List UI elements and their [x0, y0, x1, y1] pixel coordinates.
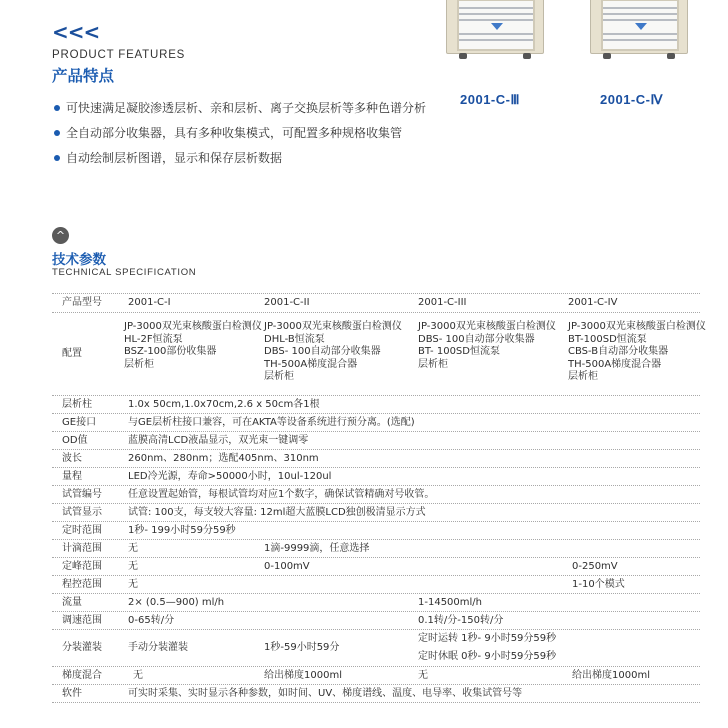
- row-divider: [52, 629, 700, 630]
- spec-cell: 蓝膜高清LCD液晶显示，双光束一键调零: [128, 435, 309, 446]
- spec-cell: 定时运转 1秒- 9小时59分59秒: [418, 633, 557, 644]
- spec-cell: 无: [128, 561, 138, 572]
- row-divider: [52, 557, 700, 558]
- feature-list: [52, 101, 426, 176]
- spec-cell: 无: [418, 670, 428, 681]
- row-divider: [52, 467, 700, 468]
- spec-cell: 与GE层析柱接口兼容，可在AKTA等设备系统进行预分离。(选配): [128, 417, 415, 428]
- config-cell: JP-3000双光束核酸蛋白检测仪 BT-100SD恒流泵 CBS-B自动部分收集器 TH-500A梯度混合器 层析柜: [568, 321, 706, 382]
- feature-text: 全自动部分收集器，具有多种收集模式，可配置多种规格收集管: [66, 126, 403, 140]
- row-label: 产品型号: [62, 297, 102, 308]
- feature-item: [52, 126, 426, 151]
- row-label: 层析柱: [62, 399, 92, 410]
- spec-cell: 任意设置起始管，每根试管均对应1个数字，确保试管精确对号收管。: [128, 489, 435, 500]
- bullet-icon: [54, 105, 60, 111]
- spec-cell: 0.1转/分-150转/分: [418, 615, 504, 626]
- spec-cell: 1秒- 199小时59分59秒: [128, 525, 236, 536]
- row-label: GE接口: [62, 417, 97, 428]
- row-label: 配置: [62, 348, 82, 359]
- row-label: 定峰范围: [62, 561, 102, 572]
- row-label: 流量: [62, 597, 82, 608]
- model-cell: 2001-C-I: [128, 297, 171, 308]
- row-divider: [52, 611, 700, 612]
- row-label: 分装灌装: [62, 642, 102, 653]
- spec-cell: 可实时采集、实时显示各种参数，如时间、UV、梯度谱线、温度、电导率、收集试管号等: [128, 688, 523, 699]
- feature-text: 可快速满足凝胶渗透层析、亲和层析、离子交换层析等多种色谱分析: [66, 101, 427, 115]
- section-title-en: PRODUCT FEATURES: [52, 49, 186, 61]
- spec-cell: 试管: 100支，每支较大容量: 12ml超大蓝膜LCD独创极清显示方式: [128, 507, 426, 518]
- row-label: OD值: [62, 435, 88, 446]
- row-label: 定时范围: [62, 525, 102, 536]
- row-label: 试管编号: [62, 489, 102, 500]
- row-label: 软件: [62, 688, 82, 699]
- tech-title-cn: 技术参数: [52, 252, 106, 268]
- section-title-cn: 产品特点: [52, 67, 115, 85]
- tech-title-en: TECHNICAL SPECIFICATION: [52, 267, 197, 278]
- spec-cell: 260nm、280nm；选配405nm、310nm: [128, 453, 319, 464]
- row-divider: [52, 666, 700, 667]
- spec-cell: 无: [133, 670, 143, 681]
- spec-cell: 定时休眠 0秒- 9小时59分59秒: [418, 651, 557, 662]
- spec-cell: 给出梯度1000ml: [572, 670, 650, 681]
- fraction-collector-cabinet-icon: [446, 0, 544, 54]
- spec-cell: 1秒-59小时59分: [264, 642, 340, 653]
- spec-cell: LED冷光源，寿命>50000小时，10ul-120ul: [128, 471, 332, 482]
- row-divider: [52, 413, 700, 414]
- config-cell: JP-3000双光束核酸蛋白检测仪 HL-2F恒流泵 BSZ-100部份收集器 层析柜: [124, 321, 262, 370]
- chevron-decoration-icon: <<<: [52, 20, 100, 44]
- row-label: 计滴范围: [62, 543, 102, 554]
- spec-cell: 0-100mV: [264, 561, 310, 572]
- model-cell: 2001-C-II: [264, 297, 310, 308]
- spec-cell: 无: [128, 579, 138, 590]
- spec-cell: 1-10个模式: [572, 579, 625, 590]
- row-label: 调速范围: [62, 615, 102, 626]
- row-divider: [52, 449, 700, 450]
- row-divider: [52, 312, 700, 313]
- model-cell: 2001-C-IV: [568, 297, 618, 308]
- spec-cell: 手动分装灌装: [128, 642, 188, 653]
- row-label: 试管显示: [62, 507, 102, 518]
- product-model-label: 2001-C-Ⅳ: [600, 92, 663, 107]
- model-cell: 2001-C-III: [418, 297, 467, 308]
- bullet-icon: [54, 130, 60, 136]
- row-divider: [52, 684, 700, 685]
- spec-cell: 1-14500ml/h: [418, 597, 483, 608]
- row-divider: [52, 395, 700, 396]
- row-divider: [52, 575, 700, 576]
- row-label: 梯度混合: [62, 670, 102, 681]
- row-label: 波长: [62, 453, 82, 464]
- fraction-collector-cabinet-icon: [590, 0, 688, 54]
- feature-text: 自动绘制层析图谱，显示和保存层析数据: [66, 151, 283, 165]
- spec-cell: 0-65转/分: [128, 615, 175, 626]
- feature-item: [52, 151, 426, 176]
- row-divider: [52, 503, 700, 504]
- spec-cell: 0-250mV: [572, 561, 618, 572]
- row-divider: [52, 521, 700, 522]
- row-divider: [52, 293, 700, 294]
- row-label: 程控范围: [62, 579, 102, 590]
- row-divider: [52, 593, 700, 594]
- spec-cell: 无: [128, 543, 138, 554]
- spec-cell: 1.0x 50cm,1.0x70cm,2.6 x 50cm各1根: [128, 399, 320, 410]
- config-cell: JP-3000双光束核酸蛋白检测仪 DBS- 100自动部分收集器 BT- 100SD恒流泵 层析柜: [418, 321, 556, 370]
- config-cell: JP-3000双光束核酸蛋白检测仪 DHL-B恒流泵 DBS- 100自动部分收集器 TH-500A梯度混合器 层析柜: [264, 321, 402, 382]
- row-divider: [52, 539, 700, 540]
- bullet-icon: [54, 155, 60, 161]
- row-label: 量程: [62, 471, 82, 482]
- row-divider: [52, 431, 700, 432]
- spec-cell: 给出梯度1000ml: [264, 670, 342, 681]
- feature-item: [52, 101, 426, 126]
- chevron-up-icon: ^: [52, 227, 69, 244]
- row-divider: [52, 485, 700, 486]
- product-model-label: 2001-C-Ⅲ: [460, 92, 520, 107]
- spec-cell: 2× (0.5—900) ml/h: [128, 597, 225, 608]
- spec-cell: 1滴-9999滴，任意选择: [264, 543, 370, 554]
- row-divider: [52, 702, 700, 703]
